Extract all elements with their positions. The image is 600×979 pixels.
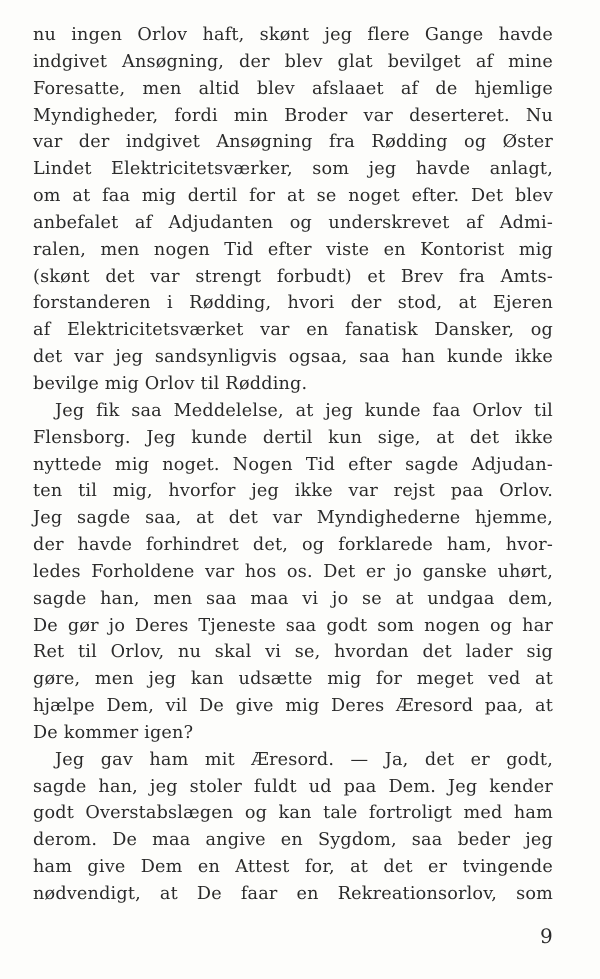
text-line: sagde han, jeg stoler fuldt ud paa Dem. Jeg kender <box>33 776 553 797</box>
text-line: Jeg sagde saa, at det var Myndighederne hjemme, <box>33 508 553 529</box>
text-line: (skønt det var strengt forbudt) et Brev fra Amts- <box>33 266 553 287</box>
text-line: bevilge mig Orlov til Rødding. <box>33 373 308 394</box>
text-line: godt Overstabslægen og kan tale fortroligt med ham <box>33 803 553 824</box>
text-line: der havde forhindret det, og forklarede ham, hvor- <box>33 535 553 556</box>
text-line: derom. De maa angive en Sygdom, saa beder jeg <box>33 830 553 851</box>
text-line: nødvendigt, at De faar en Rekreationsorlov, som <box>33 884 553 904</box>
text-line: nyttede mig noget. Nogen Tid efter sagde Adjudan- <box>33 454 553 475</box>
text-line: ten til mig, hvorfor jeg ikke var rejst paa Orlov. <box>33 481 553 502</box>
text-line: De kommer igen? <box>33 722 194 743</box>
text-line: Jeg fik saa Meddelelse, at jeg kunde faa Orlov til <box>55 400 553 421</box>
text-line: af Elektricitetsværket var en fanatisk Dansker, og <box>33 320 553 341</box>
text-line: hjælpe Dem, vil De give mig Deres Æresord paa, at <box>33 696 553 717</box>
text-line: var der indgivet Ansøgning fra Rødding og Øster <box>33 132 553 153</box>
text-line: om at faa mig dertil for at se noget efter. Det blev <box>33 186 553 207</box>
text-line: Foresatte, men altid blev afslaaet af de hjemlige <box>33 78 553 99</box>
body-text <box>33 22 553 908</box>
text-line: sagde han, men saa maa vi jo se at undgaa dem, <box>33 588 553 609</box>
text-line: forstanderen i Rødding, hvori der stod, at Ejeren <box>33 293 553 314</box>
text-line: Ret til Orlov, nu skal vi se, hvordan det lader sig <box>33 642 553 663</box>
text-line: ralen, men nogen Tid efter viste en Kontorist mig <box>33 239 553 260</box>
text-line: Lindet Elektricitetsværker, som jeg havde anlagt, <box>33 159 553 180</box>
text-line: Flensborg. Jeg kunde dertil kun sige, at det ikke <box>33 427 553 448</box>
text-line: indgivet Ansøgning, der blev glat bevilget af mine <box>33 51 553 72</box>
text-line: Jeg gav ham mit Æresord. — Ja, det er godt, <box>55 749 553 770</box>
text-line: det var jeg sandsynligvis ogsaa, saa han kunde ikke <box>33 347 553 368</box>
text-line: gøre, men jeg kan udsætte mig for meget ved at <box>33 669 553 690</box>
page-number: 9 <box>540 924 553 948</box>
text-line: De gør jo Deres Tjeneste saa godt som nogen og har <box>33 615 553 636</box>
text-line: ledes Forholdene var hos os. Det er jo ganske uhørt, <box>33 561 553 582</box>
text-line: Myndigheder, fordi min Broder var deserteret. Nu <box>33 105 553 126</box>
text-line: nu ingen Orlov haft, skønt jeg flere Gange havde <box>33 25 553 45</box>
text-line: anbefalet af Adjudanten og underskrevet af Admi- <box>33 212 553 233</box>
text-line: ham give Dem en Attest for, at det er tvingende <box>33 857 553 878</box>
